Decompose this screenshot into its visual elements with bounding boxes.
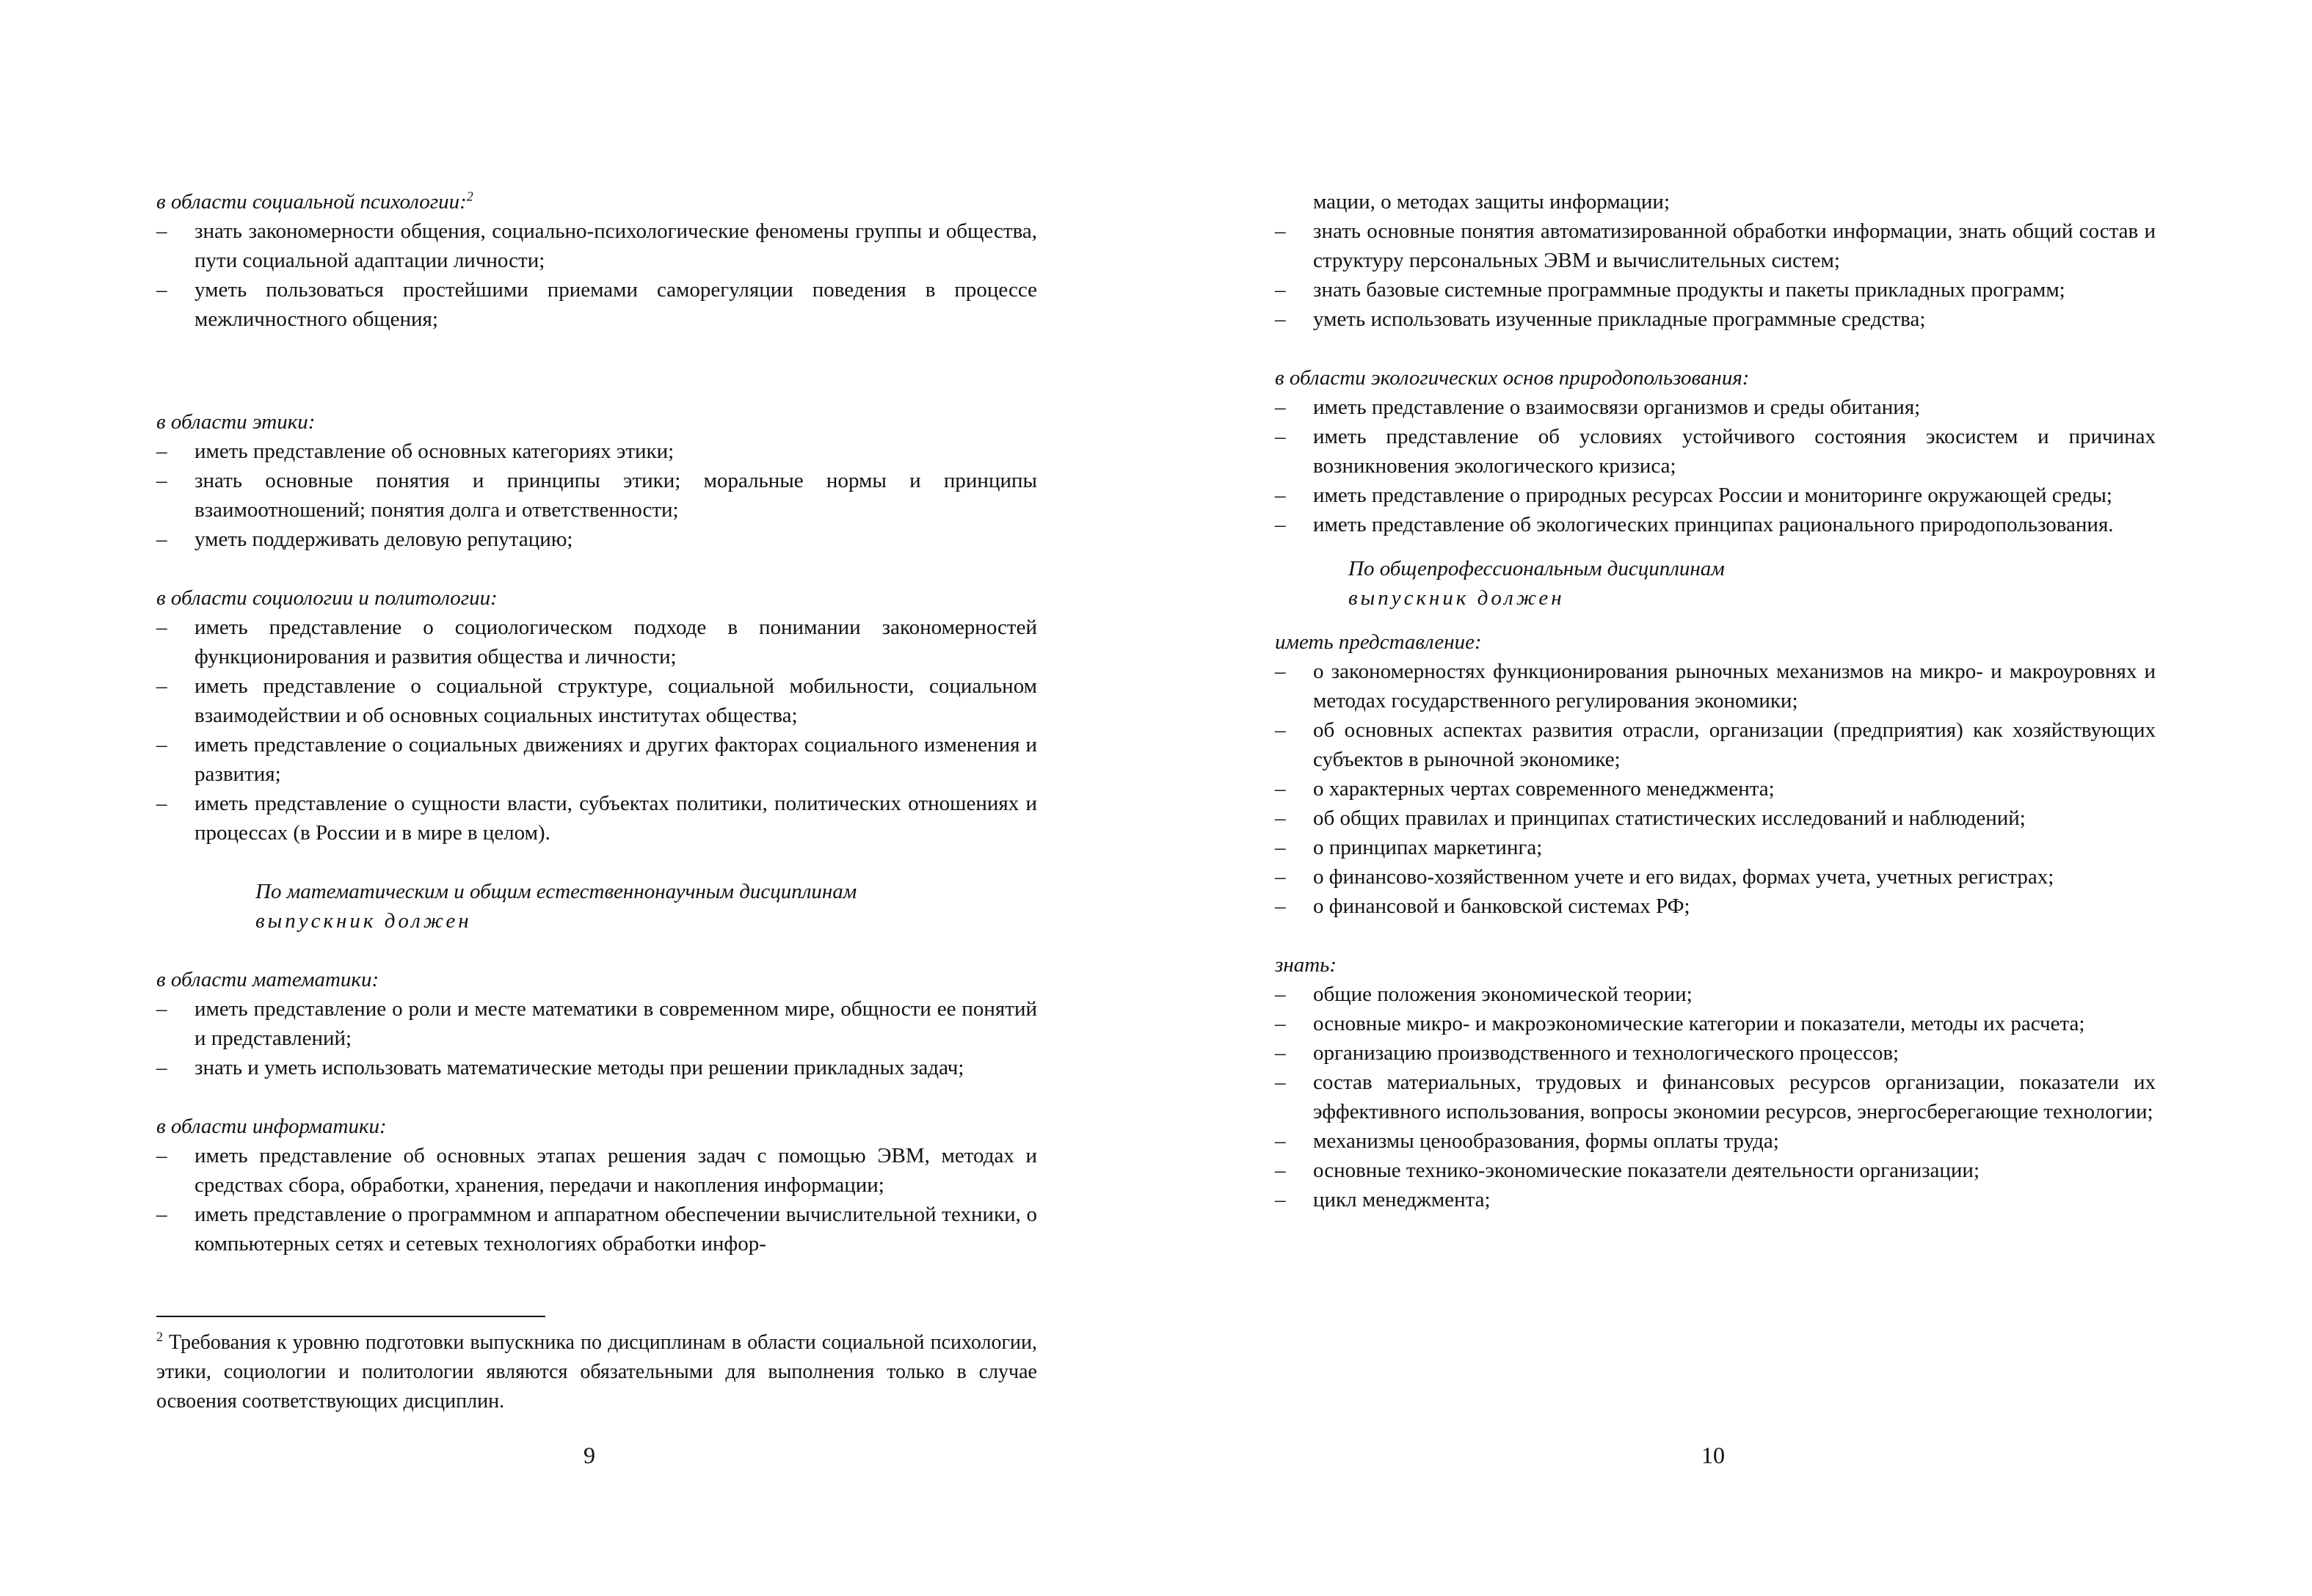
list-informatics [156,1141,1037,1258]
list-item: – иметь представление об экологических принципах рационального природопользования. [1275,513,2114,536]
left-page [156,187,1037,1413]
list-item: – о закономерностях функционирования рыночных механизмов на микро- и макроуровнях и методах государственного регулирования экономики; [1275,660,2156,713]
list-item: – уметь использовать изученные прикладные программные средства; [1275,307,1926,331]
subtitle-math-science: По математическим и общим естественнонаучным дисциплинам [255,880,857,903]
list-item: – основные технико-экономические показатели деятельности организации; [1275,1159,1980,1182]
footnote-mark: 2 [156,1329,163,1344]
list-know [1275,980,2156,1214]
list-item: – механизмы ценообразования, формы оплаты труда; [1275,1129,1779,1153]
list-item: – об общих правилах и принципах статистических исследований и наблюдений; [1275,806,2026,830]
footnote-text: Требования к уровню подготовки выпускника по дисциплинам в области социальной психологии, этики, социологии и политологии являются обязательными для выполнения только в случае освоения соответствующих дисциплин. [156,1331,1037,1413]
list-item: – о принципах маркетинга; [1275,836,1543,859]
list-item: – основные микро- и макроэкономические категории и показатели, методы их расчета; [1275,1012,2085,1035]
list-item: – иметь представление о программном и аппаратном обеспечении вычислительной техники, о компьютерных сетях и сетевых технологиях обработки инфор- [156,1203,1037,1256]
section-heading-informatics: в области информатики: [156,1115,387,1138]
list-social-psychology [156,216,1037,334]
list-item: – о характерных чертах современного менеджмента; [1275,777,1775,801]
list-item: – иметь представление о социальных движениях и других факторах социального изменения и развития; [156,733,1037,786]
list-item: – знать основные понятия автоматизированной обработки информации, знать общий состав и структуру персональных ЭВМ и вычислительных систем; [1275,219,2156,272]
list-item: – иметь представление о роли и месте математики в современном мире, общности ее понятий и представлений; [156,997,1037,1050]
section-heading-have-idea: иметь представление: [1275,630,1482,654]
subtitle-general-professional: По общепрофессиональным дисциплинам [1348,557,1725,580]
list-item: – уметь поддерживать деловую репутацию; [156,528,573,551]
list-have-idea [1275,657,2156,921]
list-sociology [156,613,1037,848]
list-item: – иметь представление о социологическом подходе в понимании закономерностей функционирования и развития общества и личности; [156,616,1037,668]
list-item: – иметь представление о природных ресурсах России и мониторинге окружающей среды; [1275,484,2112,507]
subtitle-graduate-must: выпускник должен [1348,586,1565,610]
list-item: – состав материальных, трудовых и финансовых ресурсов организации, показатели их эффективного использования, вопросы экономии ресурсов, энергосберегающие технологии; [1275,1071,2156,1123]
section-heading-know: знать: [1275,953,1337,977]
list-item: – иметь представление о взаимосвязи организмов и среды обитания; [1275,396,1921,419]
list-item: – иметь представление о сущности власти, субъектах политики, политических отношениях и процессах (в России и в мире в целом). [156,792,1037,845]
footnote [156,1328,1037,1416]
list-informatics-continued [1275,216,2156,334]
footnote-divider [156,1316,545,1317]
list-item: – знать базовые системные программные продукты и пакеты прикладных программ; [1275,278,2065,302]
subtitle-graduate-must: выпускник должен [255,909,472,933]
continuation-text: мации, о методах защиты информации; [1313,190,1671,214]
list-item: – о финансово-хозяйственном учете и его видах, формах учета, учетных регистрах; [1275,865,2054,889]
list-item: – общие положения экономической теории; [1275,983,1693,1006]
list-item: – знать основные понятия и принципы этики; моральные нормы и принципы взаимоотношений; понятия долга и ответственности; [156,469,1037,522]
list-math [156,994,1037,1082]
list-item: – организацию производственного и технологического процессов; [1275,1041,1900,1065]
list-item: – цикл менеджмента; [1275,1188,1491,1211]
list-item: – знать и уметь использовать математические методы при решении прикладных задач; [156,1056,964,1079]
list-item: – о финансовой и банковской системах РФ; [1275,894,1690,918]
list-item: – иметь представление об основных категориях этики; [156,440,675,463]
page-number-right: 10 [1701,1442,1725,1468]
section-heading-social-psychology: в области социальной психологии:$^2$ [156,189,473,214]
section-heading-ecology: в области экологических основ природопользования: [1275,366,1750,390]
section-heading-ethics: в области этики: [156,410,316,434]
section-heading-math: в области математики: [156,968,379,991]
list-item: – иметь представление о социальной структуре, социальной мобильности, социальном взаимодействии и об основных социальных институтах общества; [156,674,1037,727]
right-page [1275,187,2156,1214]
list-ecology [1275,393,2156,539]
list-item: – об основных аспектах развития отрасли, организации (предприятия) как хозяйствующих субъектов в рыночной экономике; [1275,718,2156,771]
list-item: – уметь пользоваться простейшими приемами саморегуляции поведения в процессе межличностного общения; [156,278,1037,331]
section-heading-sociology: в области социологии и политологии: [156,586,498,610]
footnote-ref: 2 [466,189,473,204]
list-item: – знать закономерности общения, социально-психологические феномены группы и общества, пути социальной адаптации личности; [156,219,1037,272]
list-item: – иметь представление об основных этапах решения задач с помощью ЭВМ, методах и средствах сбора, обработки, хранения, передачи и накопления информации; [156,1144,1037,1197]
list-ethics [156,437,1037,554]
page-number-left: 9 [584,1442,595,1468]
list-item: – иметь представление об условиях устойчивого состояния экосистем и причинах возникновения экологического кризиса; [1275,425,2156,478]
